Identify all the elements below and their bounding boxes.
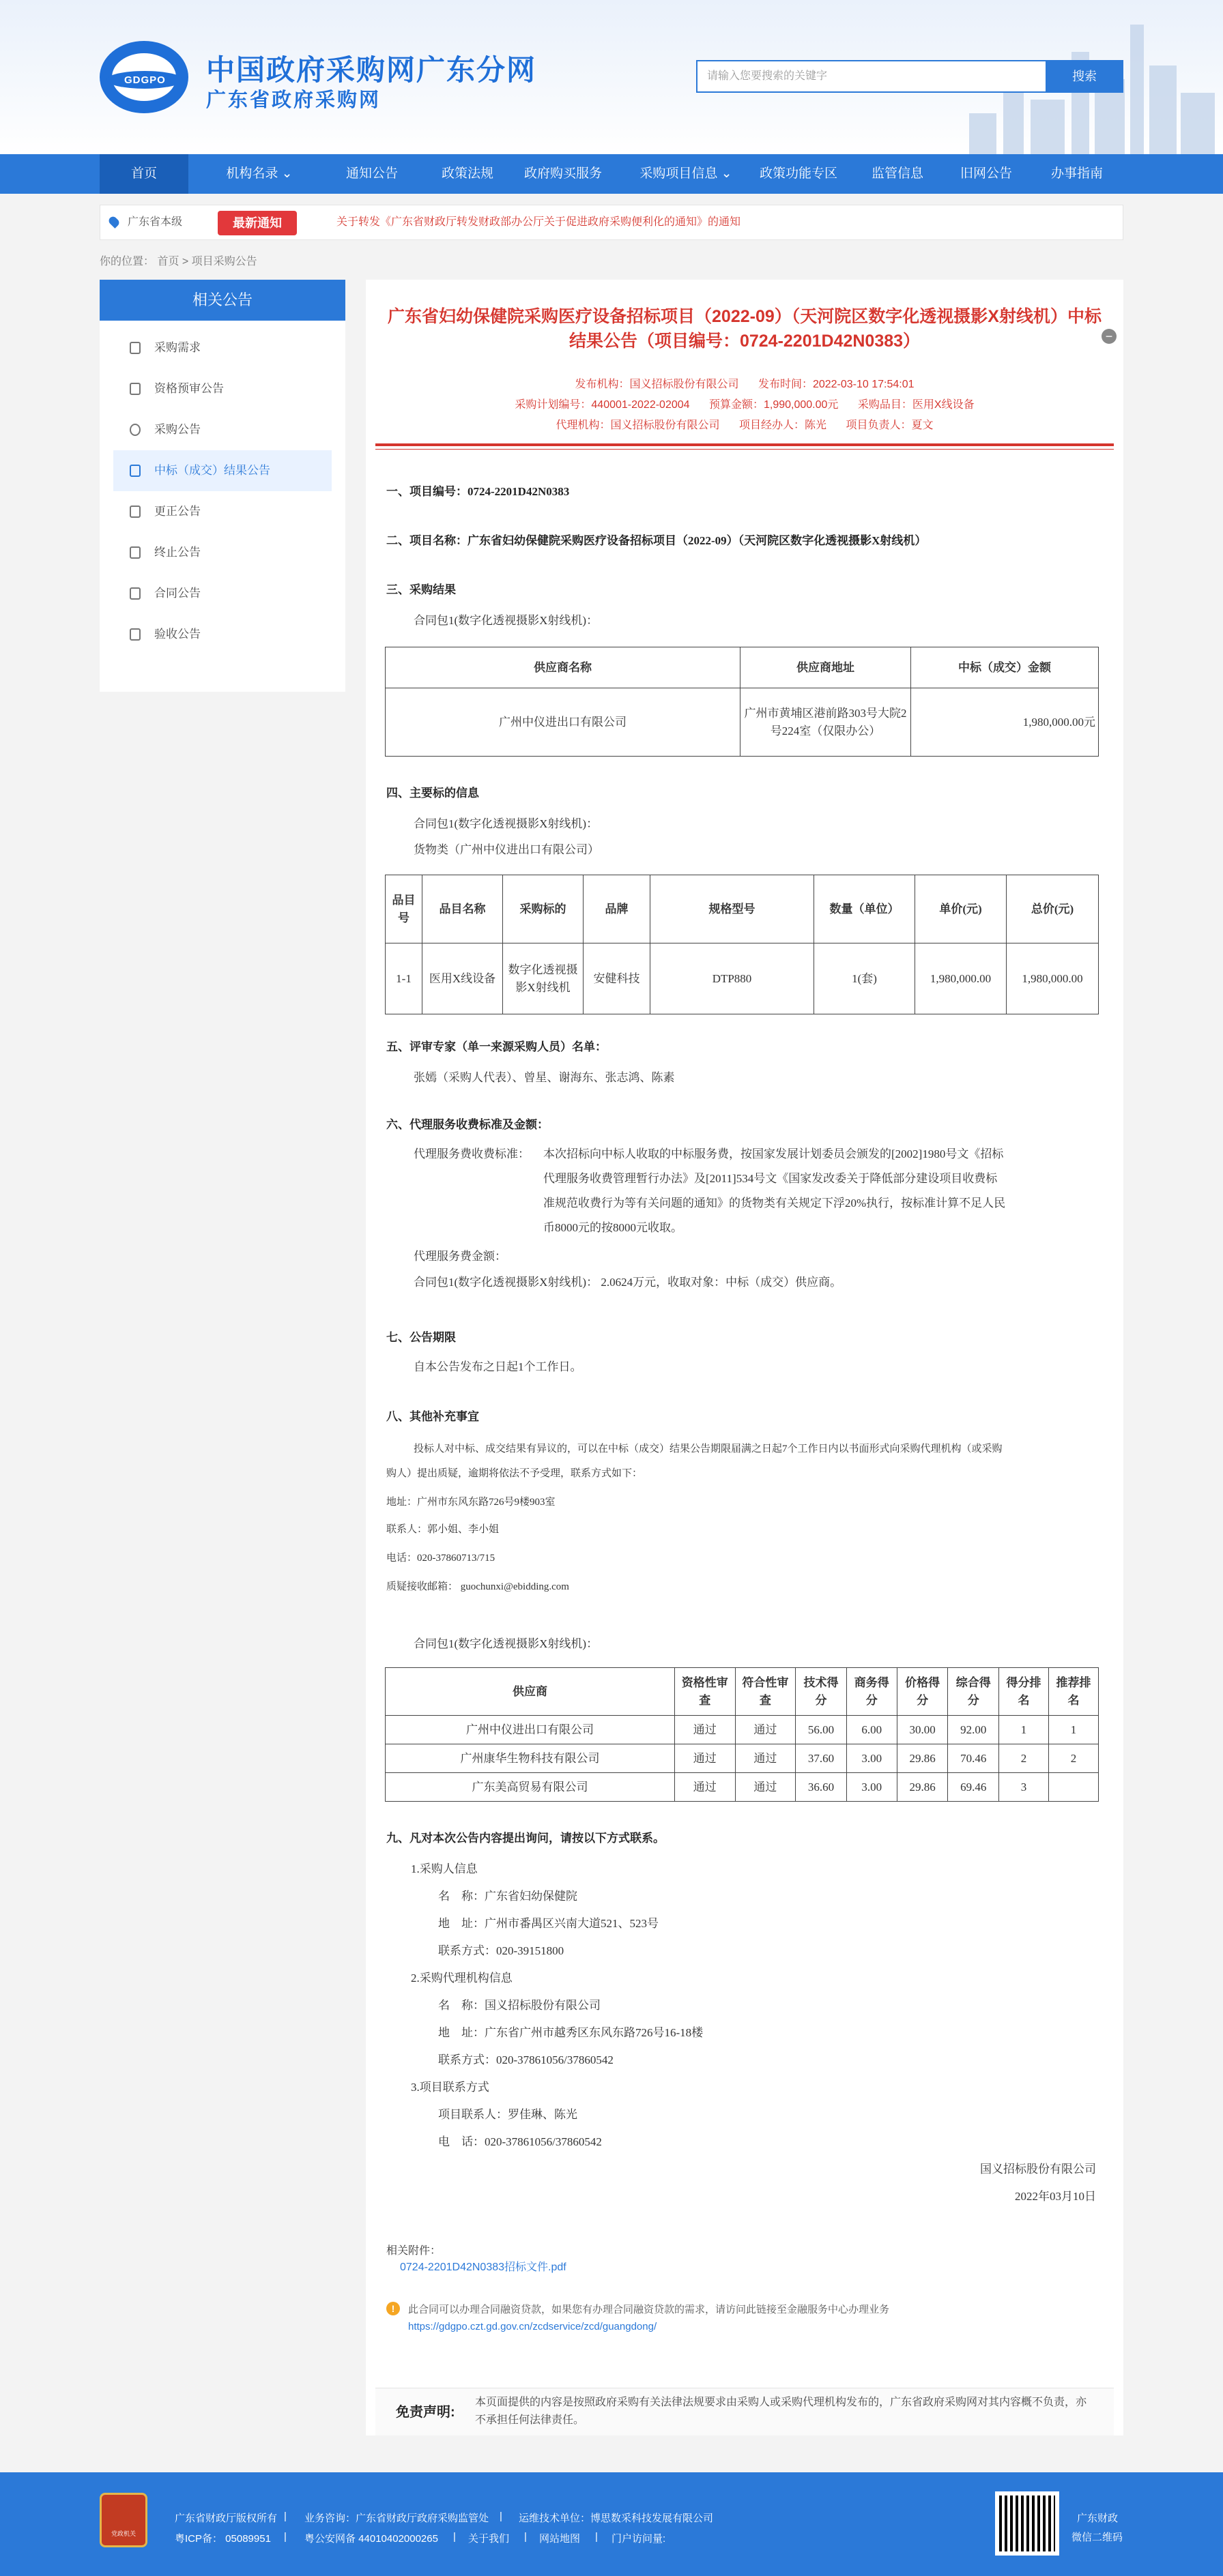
table-header: 采购标的 — [503, 875, 584, 943]
nav-gov-services[interactable]: 政府购买服务 — [523, 166, 602, 181]
nav-home[interactable]: 首页 — [100, 154, 188, 194]
nav-notices[interactable]: 通知公告 — [345, 166, 398, 181]
table-header: 价格得分 — [897, 1668, 948, 1716]
site-subtitle: 广东省政府采购网 — [206, 89, 382, 111]
finance-link[interactable]: https://gdgpo.czt.gd.gov.cn/zcdservice/zcd/guangdong/ — [408, 2321, 657, 2332]
goods-category: 货物类（广州中仪进出口有限公司） — [414, 843, 599, 856]
attachment-label: 相关附件： — [386, 2245, 442, 2257]
table-header: 品目名称 — [422, 875, 503, 943]
sidebar-item-label: 合同公告 — [154, 587, 201, 600]
sidebar — [100, 280, 345, 692]
section-2: 二、项目名称：广东省妇幼保健院采购医疗设备招标项目（2022-09）（天河院区数字化透视摄影X射线机） — [386, 534, 927, 547]
contact-heading: 1.采购人信息 — [411, 1862, 478, 1875]
section-6: 六、代理服务收费标准及金额： — [386, 1118, 549, 1131]
site-footer: 党政机关 广东省财政厅版权所有 | 业务咨询：广东省财政厅政府采购监管处 | 运维技术单位：博思数采科技发展有限公司 粤ICP备： 05089951 | 粤公安网备 44010402000265 | 关于我们 | 网站地图 | 门户访问量: 广东财政 微信二维码 — [0, 2472, 1223, 2576]
section-4: 四、主要标的信息 — [386, 787, 479, 800]
sidebar-title: 相关公告 — [100, 280, 345, 321]
skyline-building — [1149, 65, 1177, 154]
contact-line: 电 话：020-37861056/37860542 — [438, 2135, 602, 2148]
table-header: 供应商地址 — [740, 647, 911, 688]
sidebar-item-label: 采购公告 — [154, 423, 201, 436]
article-meta-line2 — [366, 396, 1123, 411]
table-cell: 广东美高贸易有限公司 — [386, 1773, 675, 1802]
table-header: 品牌 — [584, 875, 650, 943]
table-cell: 1,980,000.00元 — [911, 688, 1099, 757]
fee-amount: 合同包1(数字化透视摄影X射线机)： 2.0624万元，收取对象：中标（成交）供应商。 — [414, 1276, 842, 1289]
contact-line: 名 称：国义招标股份有限公司 — [438, 1999, 601, 2012]
result-table — [385, 647, 1099, 757]
publish-time: 发布时间：2022-03-10 17:54:01 — [758, 379, 915, 390]
fee-standard-label: 代理服务费收费标准： — [414, 1147, 530, 1160]
table-cell: 3.00 — [846, 1744, 897, 1773]
nav-old-notices[interactable]: 旧网公告 — [960, 166, 1012, 181]
table-cell: 3.00 — [846, 1773, 897, 1802]
table-cell: 通过 — [675, 1744, 736, 1773]
signature-date: 2022年03月10日 — [1015, 2190, 1096, 2203]
table-cell: 29.86 — [897, 1773, 948, 1802]
table-cell: 69.46 — [948, 1773, 999, 1802]
chevron-down-icon: ⌄ — [278, 166, 293, 181]
nav-procurement-info-label: 采购项目信息 — [639, 166, 718, 181]
table-cell: 1 — [1048, 1716, 1098, 1744]
wechat-qr-code — [995, 2491, 1059, 2556]
table-header: 总价(元) — [1007, 875, 1099, 943]
contact-line: 地 址：广东省广州市越秀区东风东路726号16-18楼 — [438, 2026, 704, 2039]
notice-period: 自本公告发布之日起1个工作日。 — [414, 1360, 582, 1373]
fee-amount-label: 代理服务费金额： — [414, 1250, 506, 1263]
table-cell: DTP880 — [650, 943, 814, 1014]
agency: 代理机构：国义招标股份有限公司 — [556, 420, 720, 431]
sidebar-item-correction[interactable] — [100, 491, 345, 532]
table-header: 商务得分 — [846, 1668, 897, 1716]
nav-policies[interactable]: 政策法规 — [441, 166, 493, 181]
section-9: 九、凡对本次公告内容提出询问，请按以下方式联系。 — [386, 1832, 665, 1845]
document-icon — [130, 628, 141, 641]
nav-institutions[interactable] — [205, 154, 314, 194]
contact-line: 项目联系人：罗佳琳、陈光 — [438, 2108, 577, 2121]
table-header: 得分排名 — [999, 1668, 1049, 1716]
sidebar-item-label: 验收公告 — [154, 628, 201, 641]
table-cell: 1,980,000.00 — [915, 943, 1007, 1014]
latest-notice-link[interactable]: 关于转发《广东省财政厅转发财政部办公厅关于促进政府采购便利化的通知》的通知 — [336, 216, 741, 228]
table-cell: 37.60 — [796, 1744, 847, 1773]
table-header: 供应商 — [386, 1668, 675, 1716]
document-icon — [130, 342, 141, 354]
party-gov-emblem-icon[interactable] — [100, 2493, 147, 2547]
table-cell: 6.00 — [846, 1716, 897, 1744]
finance-tip: 此合同可以办理合同融资贷款，如果您有办理合同融资贷款的需求，请访问此链接至金融服务中心办理业务 — [408, 2304, 890, 2315]
table-cell — [1048, 1773, 1098, 1802]
section-1: 一、项目编号：0724-2201D42N0383 — [386, 485, 570, 498]
sitemap-link[interactable]: 网站地图 — [539, 2533, 581, 2545]
table-cell: 1(套) — [814, 943, 915, 1014]
location-pin-icon — [107, 215, 121, 229]
contact-heading: 3.项目联系方式 — [411, 2081, 489, 2094]
package-label: 合同包1(数字化透视摄影X射线机)： — [414, 614, 599, 627]
objection-phone: 电话：020-37860713/715 — [386, 1553, 495, 1564]
latest-notice-badge: 最新通知 — [218, 211, 297, 235]
sidebar-item-procurement-notice[interactable] — [100, 409, 345, 450]
document-icon — [130, 506, 141, 518]
skyline-building — [969, 113, 996, 154]
contact-line: 地 址：广州市番禺区兴南大道521、523号 — [438, 1917, 659, 1930]
icp-number[interactable]: 粤ICP备： 05089951 — [175, 2533, 271, 2545]
table-header: 技术得分 — [796, 1668, 847, 1716]
category: 采购品目：医用X线设备 — [857, 399, 975, 411]
sidebar-item-acceptance[interactable] — [100, 614, 345, 655]
table-cell: 1 — [999, 1716, 1049, 1744]
attachment-link[interactable]: 0724-2201D42N0383招标文件.pdf — [400, 2262, 566, 2273]
chevron-down-icon: ⌄ — [717, 166, 732, 181]
table-cell: 3 — [999, 1773, 1049, 1802]
contact-line: 名 称：广东省妇幼保健院 — [438, 1890, 577, 1903]
fee-standard-line: 代理服务收费管理暂行办法》及[2011]534号文《国家发改委关于降低部分建设项目收费标 — [543, 1172, 998, 1185]
table-header: 资格性审查 — [675, 1668, 736, 1716]
article-meta-line3 — [366, 416, 1123, 432]
table-cell: 广州中仪进出口有限公司 — [386, 688, 740, 757]
article-title: 广东省妇幼保健院采购医疗设备招标项目（2022-09）（天河院区数字化透视摄影X射线机）中标结果公告（项目编号：0724-2201D42N0383） — [388, 307, 1102, 351]
table-cell: 通过 — [675, 1716, 736, 1744]
table-cell: 通过 — [735, 1744, 796, 1773]
sidebar-item-requirements[interactable] — [100, 327, 345, 368]
visit-count: 门户访问量: — [612, 2533, 666, 2545]
disclaimer-label: 免责声明: — [396, 2405, 455, 2420]
nav-policy-zone[interactable]: 政策功能专区 — [759, 166, 837, 181]
table-header: 中标（成交）金额 — [911, 647, 1099, 688]
about-link[interactable]: 关于我们 — [468, 2533, 510, 2545]
budget: 预算金额：1,990,000.00元 — [709, 399, 839, 411]
title-divider — [375, 443, 1114, 446]
sidebar-item-label: 终止公告 — [154, 546, 201, 559]
skyline-building — [1130, 25, 1144, 154]
breadcrumb: 你的位置： 首页 > 项目采购公告 — [100, 256, 257, 267]
fee-standard-line: 准规范收费行为等有关问题的通知》的货物类有关规定下浮20%执行，按标准计算不足人民 — [543, 1197, 1006, 1210]
skyline-building — [1003, 86, 1024, 154]
table-cell: 2 — [1048, 1744, 1098, 1773]
table-header: 供应商名称 — [386, 647, 740, 688]
section-8: 八、其他补充事宜 — [386, 1410, 479, 1423]
disclaimer-text: 本页面提供的内容是按照政府采购有关法律法规要求由采购人或采购代理机构发布的，广东省政府采购网对其内容概不负责，亦不承担任何法律责任。 — [475, 2397, 1087, 2426]
info-icon: ! — [386, 2302, 400, 2315]
contact-line: 联系方式：020-37861056/37860542 — [438, 2053, 614, 2066]
items-table — [385, 875, 1099, 1014]
search-button[interactable]: 搜索 — [1046, 60, 1123, 93]
table-cell: 数字化透视摄影X射线机 — [503, 943, 584, 1014]
exchange-icon — [130, 383, 141, 395]
document-icon — [130, 587, 141, 600]
contact-line: 联系方式：020-39151800 — [438, 1944, 564, 1957]
package-label: 合同包1(数字化透视摄影X射线机)： — [414, 817, 599, 830]
expert-list: 张嫣（采购人代表）、曾星、谢海东、张志鸿、陈素 — [414, 1071, 675, 1084]
nav-guide[interactable]: 办事指南 — [1050, 166, 1103, 181]
qr-caption: 微信二维码 — [1071, 2532, 1123, 2543]
sidebar-item-label: 更正公告 — [154, 505, 201, 518]
project-lead: 项目负责人：夏文 — [846, 420, 934, 431]
handler: 项目经办人：陈光 — [738, 420, 826, 431]
table-header: 品目号 — [386, 875, 422, 943]
table-cell: 1,980,000.00 — [1007, 943, 1099, 1014]
publisher: 发布机构：国义招标股份有限公司 — [575, 379, 739, 390]
nav-procurement-info[interactable] — [621, 154, 751, 194]
sidebar-item-termination[interactable] — [100, 532, 345, 573]
objection-text: 购人）提出质疑，逾期将依法不予受理，联系方式如下： — [386, 1468, 643, 1479]
table-cell: 70.46 — [948, 1744, 999, 1773]
objection-contact: 联系人：郭小姐、李小姐 — [386, 1524, 500, 1535]
table-cell: 广州康华生物科技有限公司 — [386, 1744, 675, 1773]
skyline-building — [1031, 100, 1065, 154]
section-7: 七、公告期限 — [386, 1331, 456, 1344]
disclaimer-box — [375, 2388, 1114, 2435]
table-cell: 1-1 — [386, 943, 422, 1014]
table-header: 推荐排名 — [1048, 1668, 1098, 1716]
table-cell: 29.86 — [897, 1744, 948, 1773]
fee-standard-line: 币8000元的按8000元收取。 — [543, 1221, 682, 1234]
objection-text: 投标人对中标、成交结果有异议的，可以在中标（成交）结果公告期限届满之日起7个工作日内以书面形式向采购代理机构（或采购 — [414, 1444, 1003, 1454]
table-header: 单价(元) — [915, 875, 1007, 943]
document-icon — [130, 465, 141, 477]
plan-number: 采购计划编号：440001-2022-02004 — [515, 399, 690, 411]
qr-caption: 广东财政 — [1077, 2513, 1119, 2524]
sidebar-item-contract[interactable] — [100, 573, 345, 614]
table-header: 规格型号 — [650, 875, 814, 943]
table-header: 符合性审查 — [735, 1668, 796, 1716]
section-3: 三、采购结果 — [386, 583, 456, 596]
table-cell: 安健科技 — [584, 943, 650, 1014]
sidebar-item-prequalification[interactable] — [100, 368, 345, 409]
skyline-building — [1181, 93, 1215, 154]
region-selector[interactable]: 广东省本级 — [128, 216, 183, 228]
fee-standard-line: 本次招标向中标人收取的中标服务费，按国家发展计划委员会颁发的[2002]1980号文《招标 — [543, 1147, 1004, 1160]
table-header: 综合得分 — [948, 1668, 999, 1716]
objection-address: 地址：广州市东风东路726号9楼903室 — [386, 1497, 556, 1508]
emblem-label: 党政机关 — [111, 2530, 136, 2537]
table-cell: 通过 — [735, 1716, 796, 1744]
sidebar-item-label: 中标（成交）结果公告 — [154, 464, 270, 477]
site-logo[interactable]: GDGPO — [100, 41, 188, 113]
nav-supervision[interactable]: 监管信息 — [871, 166, 923, 181]
target-icon — [130, 424, 141, 436]
table-cell: 92.00 — [948, 1716, 999, 1744]
sidebar-item-label: 采购需求 — [154, 341, 201, 354]
section-5: 五、评审专家（单一来源采购人员）名单： — [386, 1040, 607, 1053]
copyright: 广东省财政厅版权所有 — [175, 2513, 278, 2524]
article-panel — [366, 280, 1123, 2435]
document-icon — [130, 546, 141, 559]
business-contact: 业务咨询：广东省财政厅政府采购监管处 — [304, 2513, 489, 2524]
table-row — [386, 943, 1099, 1014]
table-row — [386, 1744, 1099, 1773]
sidebar-item-award-result[interactable] — [113, 450, 332, 491]
main-nav — [0, 154, 1223, 194]
sidebar-item-label: 资格预审公告 — [154, 382, 224, 395]
table-row — [386, 1716, 1099, 1744]
package-label: 合同包1(数字化透视摄影X射线机)： — [414, 1637, 599, 1650]
table-cell: 通过 — [675, 1773, 736, 1802]
article-meta-line1 — [366, 375, 1123, 391]
title-divider-thin — [375, 449, 1114, 450]
table-cell: 2 — [999, 1744, 1049, 1773]
zoom-out-icon[interactable]: − — [1102, 329, 1117, 344]
table-cell: 通过 — [735, 1773, 796, 1802]
notice-bar — [100, 205, 1123, 240]
score-table — [385, 1667, 1099, 1802]
police-record[interactable]: 粤公安网备 44010402000265 — [304, 2533, 438, 2545]
table-cell: 56.00 — [796, 1716, 847, 1744]
signature-org: 国义招标股份有限公司 — [980, 2163, 1096, 2176]
table-cell: 广州中仪进出口有限公司 — [386, 1716, 675, 1744]
table-row — [386, 688, 1099, 757]
table-header: 数量（单位） — [814, 875, 915, 943]
contact-heading: 2.采购代理机构信息 — [411, 1972, 513, 1985]
table-cell: 医用X线设备 — [422, 943, 503, 1014]
site-title: 中国政府采购网广东分网 — [206, 54, 537, 86]
table-cell: 广州市黄埔区港前路303号大院2号224室（仅限办公） — [740, 688, 911, 757]
tech-support: 运维技术单位：博思数采科技发展有限公司 — [519, 2513, 714, 2524]
table-cell: 36.60 — [796, 1773, 847, 1802]
site-header — [0, 0, 1223, 154]
search-input[interactable]: 请输入您要搜索的关键字 — [696, 60, 1048, 93]
objection-email: 质疑接收邮箱： guochunxi@ebidding.com — [386, 1581, 569, 1592]
table-cell: 30.00 — [897, 1716, 948, 1744]
nav-institutions-label: 机构名录 — [226, 166, 278, 181]
table-row — [386, 1773, 1099, 1802]
